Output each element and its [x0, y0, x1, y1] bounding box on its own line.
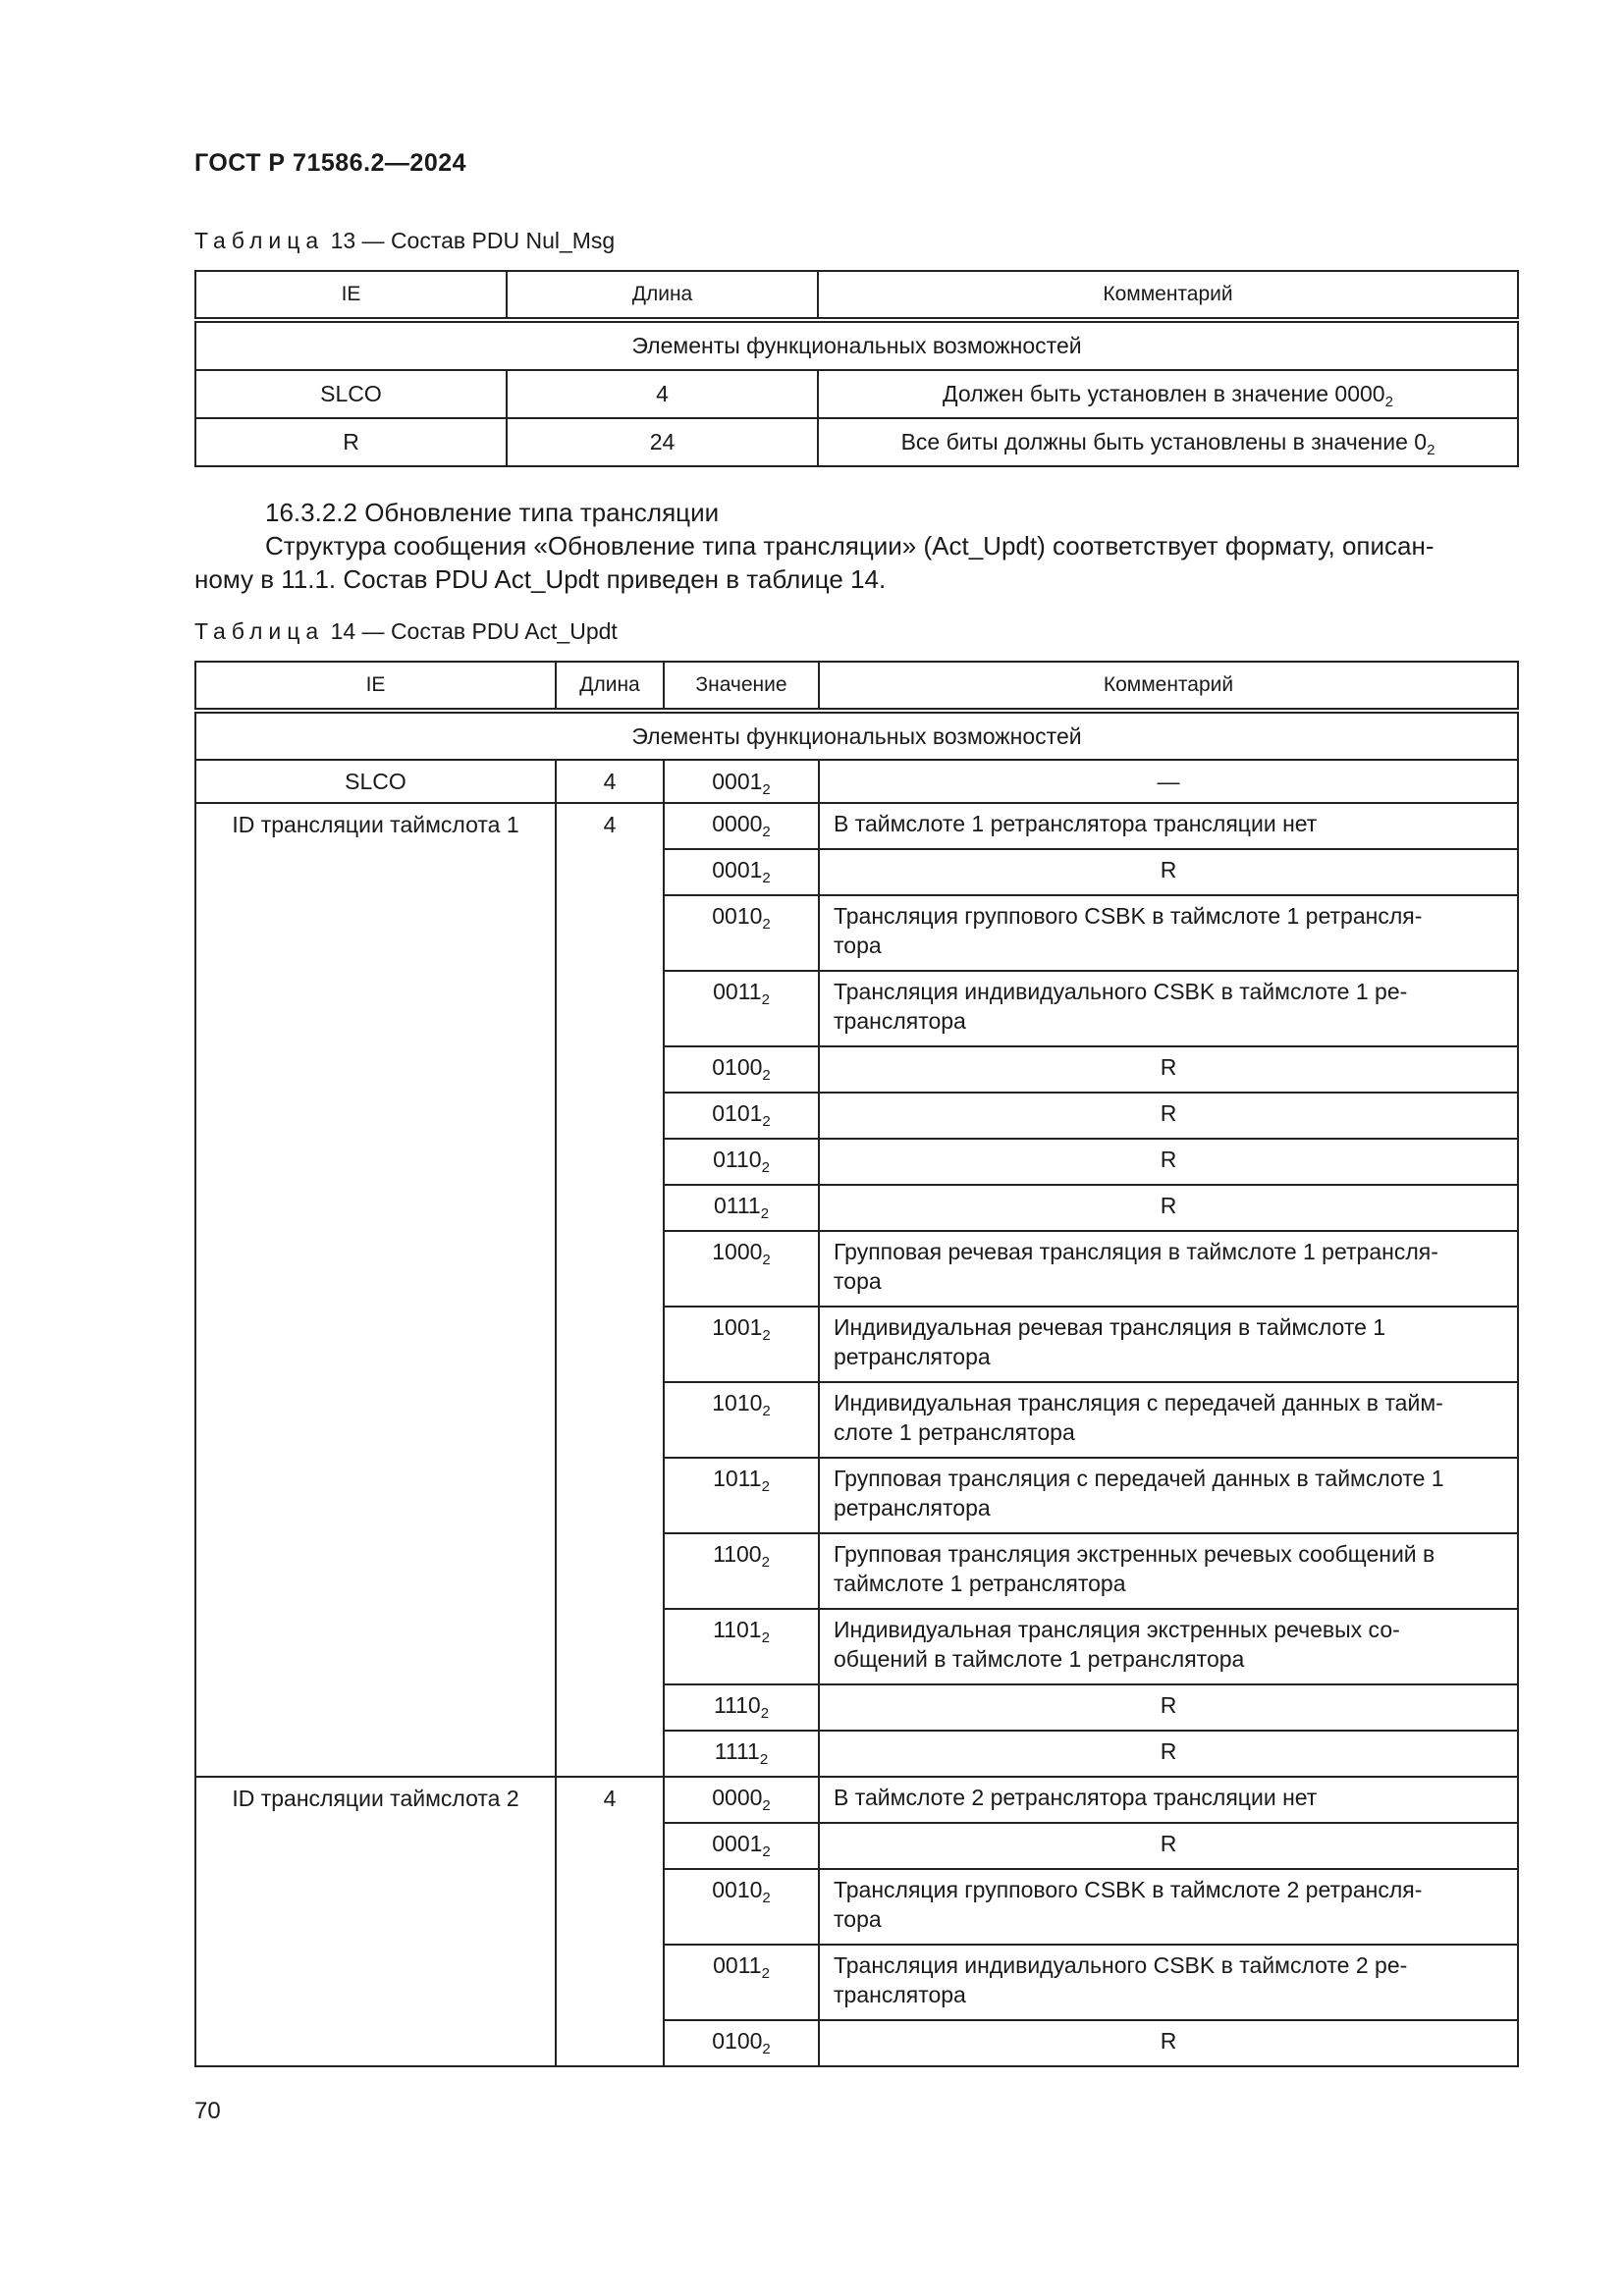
table14-value: $1111_2$: [664, 1731, 819, 1777]
table-row: [195, 1777, 1518, 1823]
table14-length: 4: [556, 760, 664, 803]
table14-header-row: [195, 662, 1518, 711]
table13-caption: [194, 228, 615, 254]
table14-value: $0010_2$: [664, 895, 819, 971]
table14-comment: Групповая речевая трансляция в таймслоте 1 ретрансля- тора: [819, 1231, 1518, 1307]
table14-value: $0011_2$: [664, 1945, 819, 2020]
table14-value: $0000_2$: [664, 803, 819, 849]
table14-header-length: Длина: [556, 662, 664, 711]
table14-value: $1001_2$: [664, 1307, 819, 1382]
table14-comment: R: [819, 849, 1518, 895]
table14-value: $0000_2$: [664, 1777, 819, 1823]
table14-comment: Трансляция группового CSBK в таймслоте 2 ретрансля- тора: [819, 1869, 1518, 1945]
table-row: [195, 803, 1518, 849]
table14-ie: ID трансляции таймслота 1: [195, 803, 556, 1777]
table14-value: $0001_2$: [664, 849, 819, 895]
table14-value: $0001_2$: [664, 1823, 819, 1869]
table13-header-length: Длина: [507, 271, 818, 320]
table14-value: $1101_2$: [664, 1609, 819, 1684]
table13-header-comment: Комментарий: [818, 271, 1518, 320]
table14-comment: R: [819, 1823, 1518, 1869]
table13-caption-word: Таблица: [194, 228, 325, 253]
table13-length: 4: [507, 370, 818, 418]
table14-comment: R: [819, 1093, 1518, 1139]
table14-value: $1110_2$: [664, 1684, 819, 1731]
table14-comment: —: [819, 760, 1518, 803]
table13-caption-text: 13 — Состав PDU Nul_Msg: [330, 228, 616, 253]
table13-comment: Все биты должны быть установлены в значение $0_2$: [818, 418, 1518, 466]
table-row: [195, 418, 1518, 466]
table14-comment: Трансляция группового CSBK в таймслоте 1 ретрансля- тора: [819, 895, 1518, 971]
table14-comment: Индивидуальная речевая трансляция в таймслоте 1 ретранслятора: [819, 1307, 1518, 1382]
table14-value: $1100_2$: [664, 1533, 819, 1609]
table14-value: $0101_2$: [664, 1093, 819, 1139]
table14: [194, 661, 1519, 2067]
table14-comment: R: [819, 2020, 1518, 2066]
table13-header-ie: IE: [195, 271, 507, 320]
page-number: 70: [194, 2098, 221, 2124]
table-row: [195, 760, 1518, 803]
table-row: [195, 370, 1518, 418]
table13-header-row: [195, 271, 1518, 320]
table14-header-comment: Комментарий: [819, 662, 1518, 711]
table13-comment: Должен быть установлен в значение $0000_2$: [818, 370, 1518, 418]
table14-ie: ID трансляции таймслота 2: [195, 1777, 556, 2066]
table14-value: $1011_2$: [664, 1458, 819, 1533]
table14-comment: R: [819, 1139, 1518, 1185]
table14-value: $0100_2$: [664, 2020, 819, 2066]
table14-length: 4: [556, 803, 664, 1777]
table14-value: $0001_2$: [664, 760, 819, 803]
table14-length: 4: [556, 1777, 664, 2066]
table14-comment: R: [819, 1185, 1518, 1231]
table14-header-value: Значение: [664, 662, 819, 711]
table14-comment: Трансляция индивидуального CSBK в таймслоте 1 ре- транслятора: [819, 971, 1518, 1046]
table14-value: $0100_2$: [664, 1046, 819, 1093]
table14-section-row: [195, 711, 1518, 760]
table14-comment: Групповая трансляция с передачей данных в таймслоте 1 ретранслятора: [819, 1458, 1518, 1533]
paragraph-line-1: Структура сообщения «Обновление типа трансляции» (Act_Updt) соответствует формату, описан-: [265, 531, 1435, 561]
table14-comment: R: [819, 1046, 1518, 1093]
table14-comment: R: [819, 1731, 1518, 1777]
table14-ie: SLCO: [195, 760, 556, 803]
table13-length: 24: [507, 418, 818, 466]
table13-section-row: [195, 320, 1518, 370]
table14-value: $1000_2$: [664, 1231, 819, 1307]
table14-comment: В таймслоте 2 ретранслятора трансляции нет: [819, 1777, 1518, 1823]
table14-value: $0010_2$: [664, 1869, 819, 1945]
paragraph-line-2: ному в 11.1. Состав PDU Act_Updt приведен в таблице 14.: [194, 564, 887, 594]
table14-comment: Трансляция индивидуального CSBK в таймслоте 2 ре- транслятора: [819, 1945, 1518, 2020]
table14-caption-word: Таблица: [194, 618, 325, 644]
table14-comment: В таймслоте 1 ретранслятора трансляции нет: [819, 803, 1518, 849]
document-header: ГОСТ Р 71586.2—2024: [194, 149, 467, 177]
table14-value: $0011_2$: [664, 971, 819, 1046]
table14-value: $1010_2$: [664, 1382, 819, 1458]
table14-comment: R: [819, 1684, 1518, 1731]
table14-header-ie: IE: [195, 662, 556, 711]
table14-section-label: Элементы функциональных возможностей: [195, 711, 1518, 760]
table14-caption: [194, 618, 618, 645]
table14-comment: Индивидуальная трансляция с передачей данных в тайм- слоте 1 ретранслятора: [819, 1382, 1518, 1458]
table13-section-label: Элементы функциональных возможностей: [195, 320, 1518, 370]
section-title: 16.3.2.2 Обновление типа трансляции: [265, 498, 720, 527]
table14-caption-text: 14 — Состав PDU Act_Updt: [330, 618, 618, 644]
table14-value: $0111_2$: [664, 1185, 819, 1231]
table13: [194, 270, 1519, 467]
table13-ie: R: [195, 418, 507, 466]
table14-value: $0110_2$: [664, 1139, 819, 1185]
table14-comment: Групповая трансляция экстренных речевых сообщений в таймслоте 1 ретранслятора: [819, 1533, 1518, 1609]
table13-ie: SLCO: [195, 370, 507, 418]
table14-comment: Индивидуальная трансляция экстренных речевых со- общений в таймслоте 1 ретранслятора: [819, 1609, 1518, 1684]
